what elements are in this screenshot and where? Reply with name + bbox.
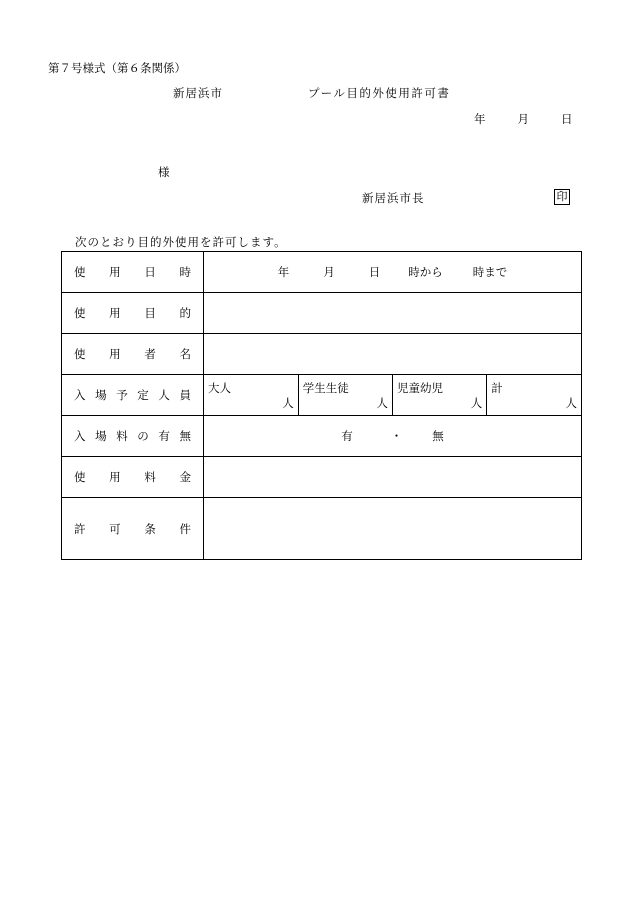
- usage-fee-field[interactable]: [204, 457, 582, 498]
- attendance-cell: [204, 375, 582, 416]
- label-char: 者: [144, 347, 156, 361]
- row-user-name: [62, 334, 582, 375]
- label-char: 用: [109, 265, 121, 279]
- label-char: 日: [144, 265, 156, 279]
- label-char: 使: [74, 347, 86, 361]
- label-char: 件: [179, 521, 191, 536]
- label-purpose: [62, 293, 204, 334]
- label-char: 予: [116, 388, 128, 402]
- attendance-total-field[interactable]: [487, 375, 581, 415]
- label-char: 場: [95, 429, 107, 443]
- user-name-field[interactable]: [204, 334, 582, 375]
- label-user-name: [62, 334, 204, 375]
- datetime-month: 月: [323, 265, 335, 279]
- label-char: 的: [179, 306, 191, 320]
- label-char: 金: [179, 470, 191, 484]
- attendance-children-field[interactable]: [393, 375, 487, 415]
- purpose-field[interactable]: [204, 293, 582, 334]
- form-number: 第７号様式（第６条関係）: [48, 61, 186, 75]
- entry-fee-yes-option[interactable]: 有: [341, 429, 353, 443]
- category-label: 学生生徒: [302, 381, 349, 395]
- label-char: 入: [74, 429, 86, 443]
- date-year: 年: [474, 112, 486, 126]
- label-char: 用: [109, 347, 121, 361]
- intro-text: 次のとおり目的外使用を許可します。: [75, 235, 287, 249]
- label-char: 使: [74, 470, 86, 484]
- label-char: 使: [74, 265, 86, 279]
- datetime-field[interactable]: [204, 252, 582, 293]
- label-char: 条: [144, 521, 156, 536]
- label-usage-fee: [62, 457, 204, 498]
- label-entry-fee: [62, 416, 204, 457]
- attendance-students-field[interactable]: [298, 375, 392, 415]
- row-purpose: [62, 293, 582, 334]
- city-name: 新居浜市: [173, 86, 223, 100]
- label-datetime: [62, 252, 204, 293]
- date-day: 日: [561, 112, 573, 126]
- unit-label: 人: [376, 396, 388, 410]
- label-char: 使: [74, 306, 86, 320]
- label-char: 用: [109, 306, 121, 320]
- entry-fee-choice: [204, 416, 582, 457]
- row-usage-fee: [62, 457, 582, 498]
- label-conditions: [62, 498, 204, 560]
- row-attendance: [62, 375, 582, 416]
- label-char: 時: [179, 265, 191, 279]
- addressee-suffix: 様: [158, 165, 170, 179]
- label-char: 許: [74, 521, 86, 536]
- label-char: 名: [179, 347, 191, 361]
- label-char: 入: [74, 388, 86, 402]
- label-char: 可: [109, 521, 121, 536]
- permit-form-table: [61, 251, 582, 560]
- label-char: 場: [95, 388, 107, 402]
- row-datetime: [62, 252, 582, 293]
- unit-label: 人: [565, 396, 577, 410]
- datetime-until: 時まで: [472, 265, 508, 279]
- date-month: 月: [517, 112, 529, 126]
- entry-fee-no-option[interactable]: 無: [432, 429, 444, 443]
- label-char: 無: [179, 429, 191, 443]
- label-char: 目: [144, 306, 156, 320]
- row-entry-fee: [62, 416, 582, 457]
- unit-label: 人: [470, 396, 483, 410]
- label-char: 用: [109, 470, 121, 484]
- category-label: 児童幼児: [397, 381, 443, 395]
- category-label: 計: [491, 381, 503, 395]
- option-separator: ・: [390, 429, 403, 443]
- datetime-year: 年: [277, 265, 290, 279]
- label-char: 有: [158, 429, 170, 443]
- datetime-day: 日: [368, 265, 381, 279]
- label-char: 料: [116, 429, 128, 443]
- label-char: の: [137, 429, 149, 443]
- seal-mark: 印: [554, 189, 570, 205]
- row-conditions: [62, 498, 582, 560]
- label-char: 料: [144, 470, 156, 484]
- label-char: 定: [137, 388, 149, 402]
- unit-label: 人: [282, 396, 294, 410]
- category-label: 大人: [208, 381, 231, 395]
- label-char: 人: [158, 388, 170, 402]
- conditions-field[interactable]: [204, 498, 582, 560]
- attendance-adults-field[interactable]: [204, 375, 298, 415]
- datetime-from: 時から: [408, 265, 443, 279]
- label-char: 員: [179, 388, 191, 402]
- document-title: プール目的外使用許可書: [308, 86, 451, 100]
- mayor-title: 新居浜市長: [362, 191, 425, 205]
- label-attendance: [62, 375, 204, 416]
- issue-date: [474, 111, 573, 127]
